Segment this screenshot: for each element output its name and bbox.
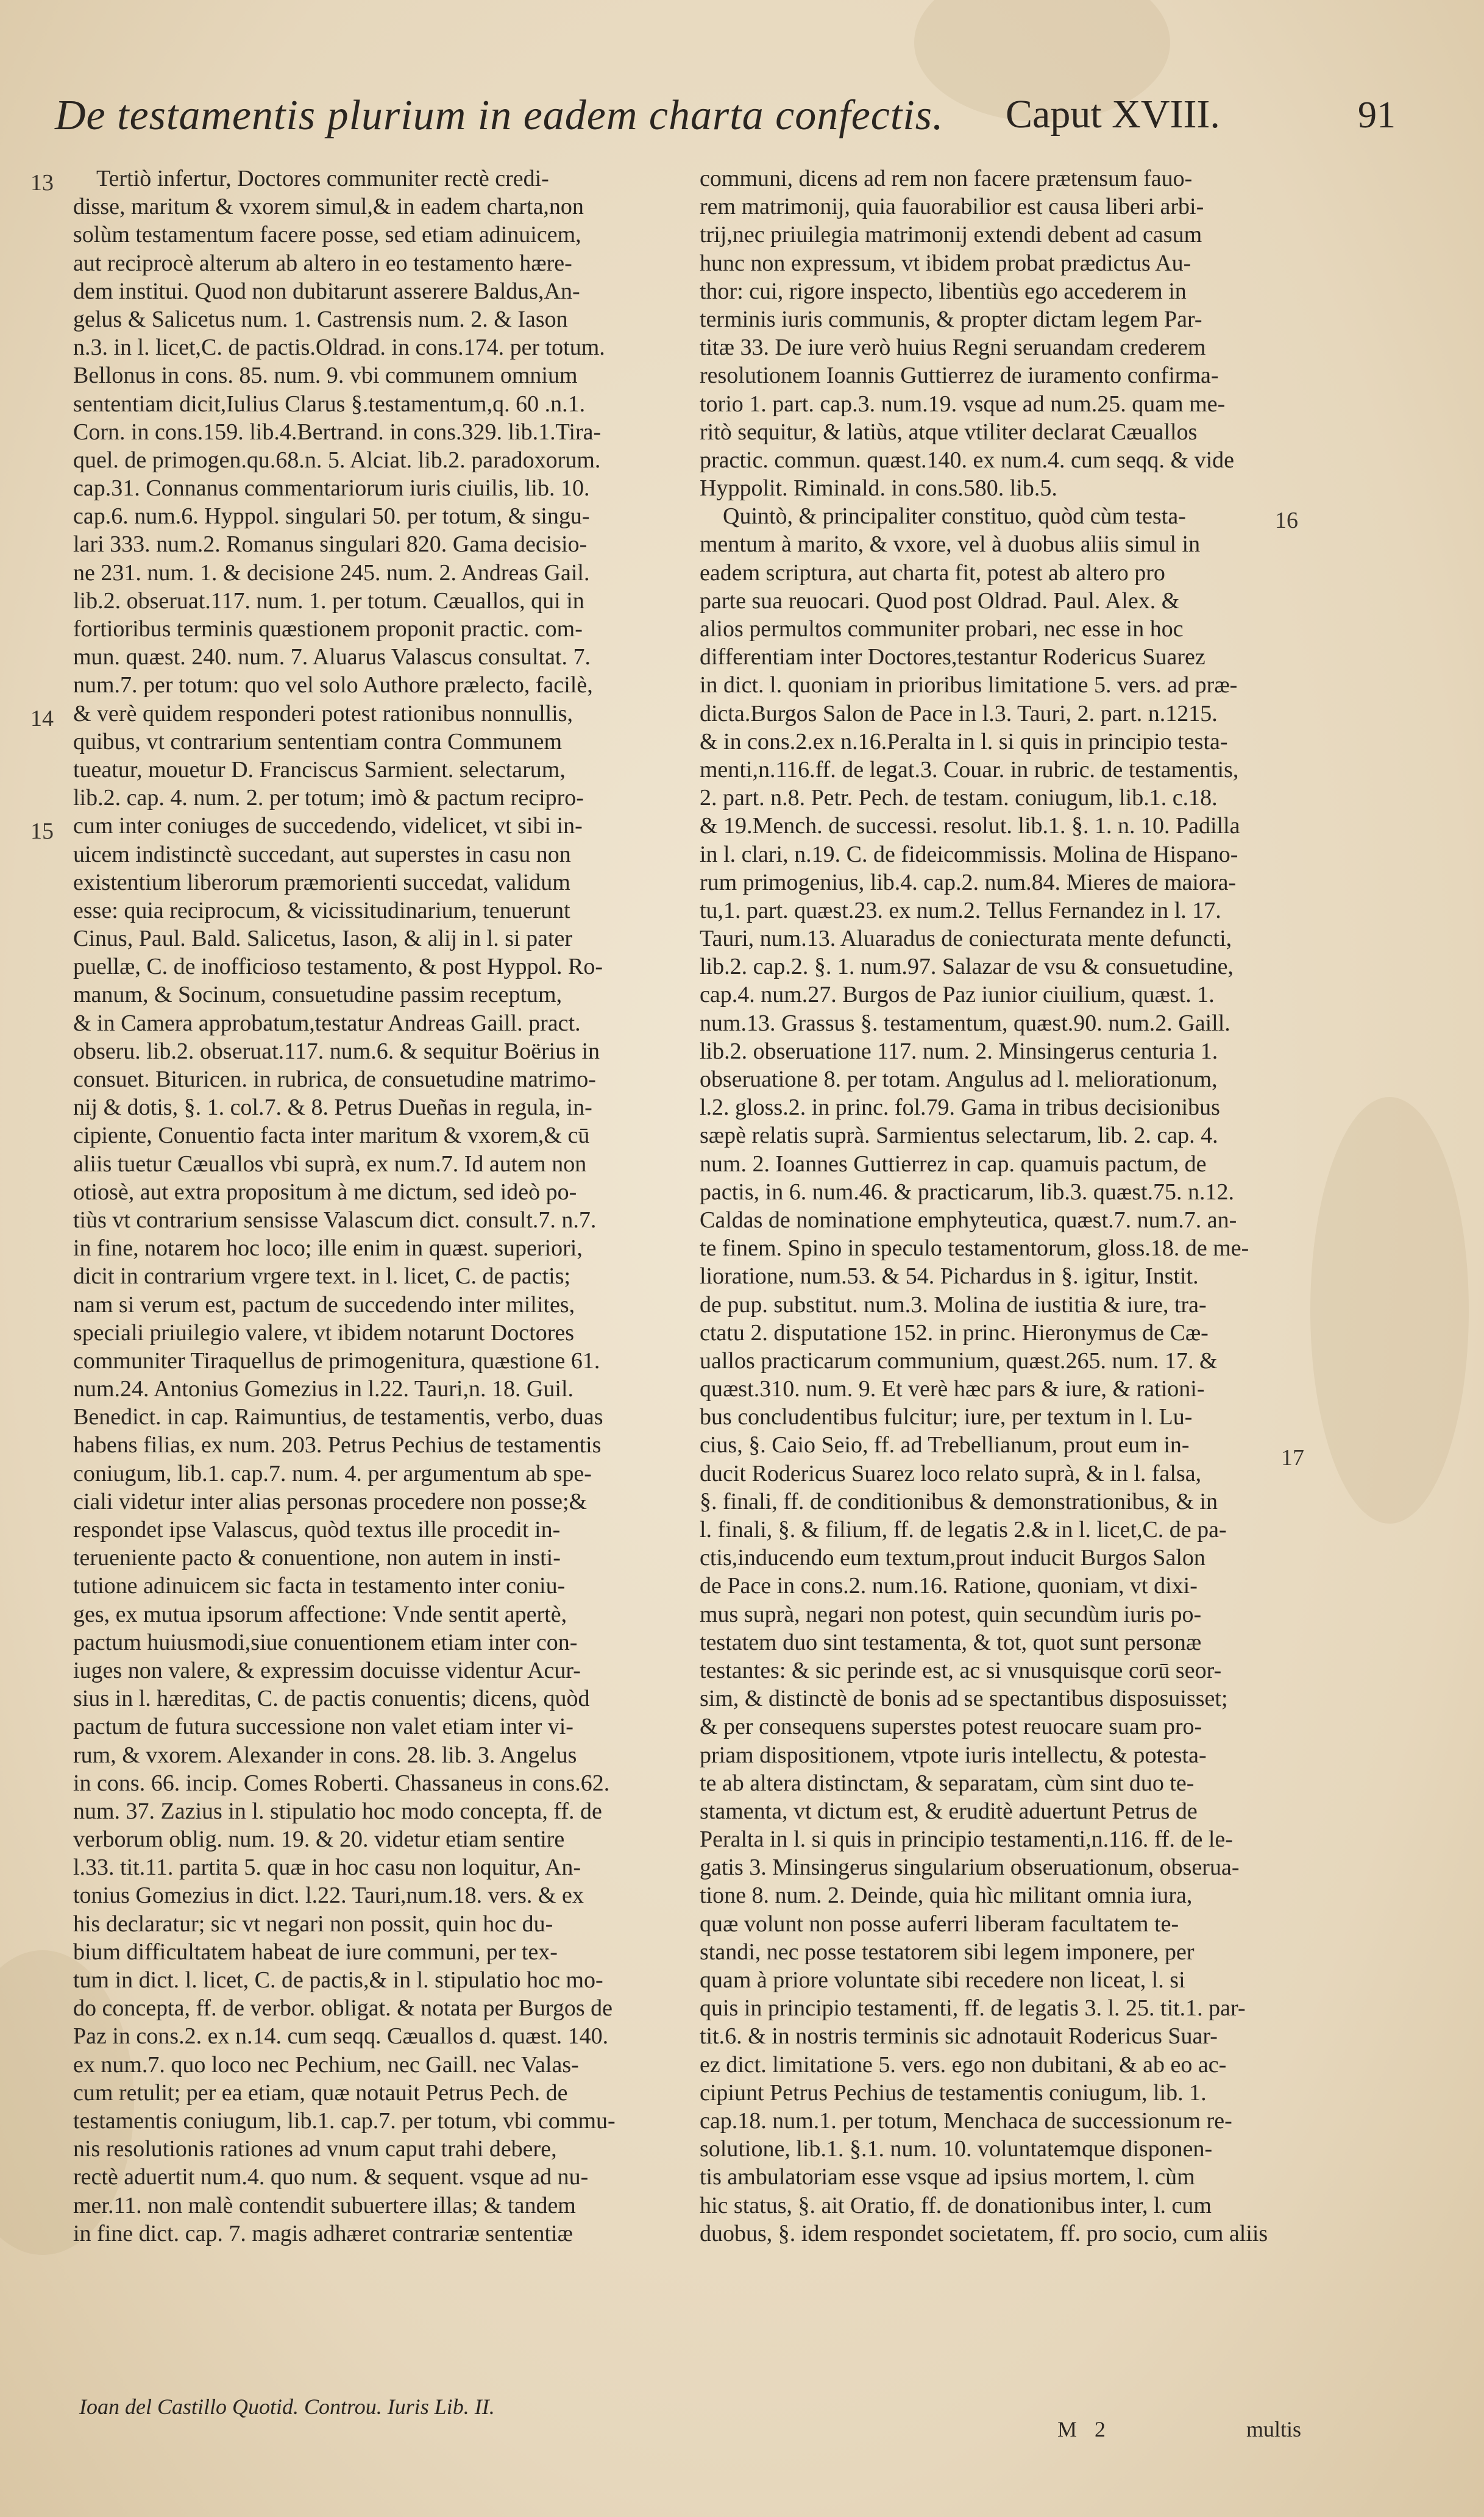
text-line: tueatur, mouetur D. Franciscus Sarmient. selectarum,: [73, 756, 566, 783]
text-line: obseru. lib.2. obseruat.117. num.6. & sequitur Boërius in: [73, 1038, 600, 1064]
running-footer: Ioan del Castillo Quotid. Controu. Iuris Lib. II.: [79, 2395, 495, 2419]
text-line: mer.11. non malè contendit subuertere illas; & tandem: [73, 2192, 576, 2218]
text-line: ctatu 2. disputatione 152. in princ. Hieronymus de Cæ-: [700, 1319, 1209, 1346]
text-line: cipiunt Petrus Pechius de testamentis coniugum, lib. 1.: [700, 2079, 1207, 2106]
text-line: lib.2. cap. 4. num. 2. per totum; imò & pactum recipro-: [73, 785, 584, 811]
chapter-heading: Caput XVIII.: [1006, 92, 1220, 137]
text-line: Cinus, Paul. Bald. Salicetus, Iason, & alij in l. si pater: [73, 926, 573, 952]
text-line: resolutionem Ioannis Guttierrez de iuramento confirma-: [700, 363, 1219, 389]
text-line: ducit Rodericus Suarez loco relato suprà, & in l. falsa,: [700, 1460, 1202, 1486]
text-line: tu,1. part. quæst.23. ex num.2. Tellus Fernandez in l. 17.: [700, 897, 1221, 923]
text-line: ex num.7. quo loco nec Pechium, nec Gaill. nec Valas-: [73, 2051, 579, 2078]
text-line: bium difficultatem habeat de iure communi, per tex-: [73, 1939, 558, 1965]
text-line: terminis iuris communis, & propter dictam legem Par-: [700, 306, 1202, 332]
text-line: & per consequens superstes potest reuocare suam pro-: [700, 1714, 1202, 1740]
text-line: & verè quidem responderi potest rationibus nonnullis,: [73, 700, 573, 726]
text-line: gelus & Salicetus num. 1. Castrensis num. 2. & Iason: [73, 306, 568, 332]
text-line: solutione, lib.1. §.1. num. 10. voluntatemque disponen-: [700, 2136, 1213, 2162]
text-line: cum inter coniuges de succedendo, videlicet, vt sibi in-: [73, 813, 583, 839]
text-line: duobus, §. idem respondet societatem, ff. pro socio, cum aliis: [700, 2220, 1268, 2246]
text-line: Corn. in cons.159. lib.4.Bertrand. in cons.329. lib.1.Tira-: [73, 419, 602, 445]
text-line: communiter Tiraquellus de primogenitura, quæstione 61.: [73, 1347, 600, 1374]
text-line: aut reciprocè alterum ab altero in eo testamento hære-: [73, 250, 572, 276]
text-line: cap.6. num.6. Hyppol. singulari 50. per totum, & singu-: [73, 503, 590, 530]
text-line: rectè aduertit num.4. quo num. & sequent. vsque ad nu-: [73, 2164, 589, 2190]
text-line: in l. clari, n.19. C. de fideicommissis. Molina de Hispano-: [700, 841, 1238, 867]
text-line: num.24. Antonius Gomezius in l.22. Tauri,n. 18. Guil.: [73, 1376, 574, 1402]
text-line: pactum huiusmodi,siue conuentionem etiam inter con-: [73, 1629, 578, 1655]
text-line: solùm testamentum facere posse, sed etiam adinuicem,: [73, 222, 581, 248]
text-line: tonius Gomezius in dict. l.22. Tauri,num.18. vers. & ex: [73, 1883, 584, 1909]
text-line: mentum à marito, & vxore, vel à duobus aliis simul in: [700, 531, 1201, 558]
text-line: quæst.310. num. 9. Et verè hæc pars & iure, & rationi-: [700, 1376, 1205, 1402]
text-line: Caldas de nominatione emphyteutica, quæst.7. num.7. an-: [700, 1207, 1237, 1233]
text-line: nij & dotis, §. 1. col.7. & 8. Petrus Dueñas in regula, in-: [73, 1095, 592, 1121]
text-line: lib.2. obseruat.117. num. 1. per totum. Cæuallos, qui in: [73, 588, 584, 614]
text-line: cap.4. num.27. Burgos de Paz iunior ciuilium, quæst. 1.: [700, 982, 1215, 1008]
right-text-column: [700, 165, 1309, 2248]
text-line: quibus, vt contrarium sententiam contra Communem: [73, 728, 563, 754]
margin-number: 13: [30, 170, 54, 196]
text-line: parte sua reuocari. Quod post Oldrad. Paul. Alex. &: [700, 588, 1180, 614]
text-line: manum, & Socinum, consuetudine passim receptum,: [73, 982, 563, 1008]
text-line: quel. de primogen.qu.68.n. 5. Alciat. lib.2. paradoxorum.: [73, 447, 601, 473]
text-line: gatis 3. Minsingerus singularium obseruationum, obserua-: [700, 1855, 1240, 1881]
text-line: aliis tuetur Cæuallos vbi suprà, ex num.7. Id autem non: [73, 1151, 587, 1177]
text-line: num.13. Grassus §. testamentum, quæst.90. num.2. Gaill.: [700, 1010, 1230, 1036]
text-line: uallos practicarum communium, quæst.265. num. 17. &: [700, 1347, 1218, 1374]
text-line: Benedict. in cap. Raimuntius, de testamentis, verbo, duas: [73, 1404, 603, 1430]
text-line: & in Camera approbatum,testatur Andreas Gaill. pract.: [73, 1010, 581, 1036]
text-line: cap.18. num.1. per totum, Menchaca de successionum re-: [700, 2107, 1232, 2134]
text-line: communi, dicens ad rem non facere prætensum fauo-: [700, 166, 1193, 191]
text-line: sius in l. hæreditas, C. de pactis conuentis; dicens, quòd: [73, 1686, 590, 1712]
text-line: hunc non expressum, vt ibidem probat prædictus Au-: [700, 250, 1191, 276]
text-line: hic status, §. ait Oratio, ff. de donationibus inter, l. cum: [700, 2192, 1212, 2218]
text-line: coniugum, lib.1. cap.7. num. 4. per argumentum ab spe-: [73, 1460, 592, 1486]
text-line: cipiente, Conuentio facta inter maritum & vxorem,& cū: [73, 1123, 590, 1149]
text-line: Peralta in l. si quis in principio testamenti,n.116. ff. de le-: [700, 1827, 1233, 1853]
text-line: ciali videtur inter alias personas procedere non posse;&: [73, 1488, 588, 1514]
text-line: fortioribus terminis quæstionem proponit practic. com-: [73, 616, 583, 642]
text-line: standi, nec posse testatorem sibi legem imponere, per: [700, 1939, 1195, 1965]
text-line: ctis,inducendo eum textum,prout inducit Burgos Salon: [700, 1545, 1205, 1571]
text-line: dicta.Burgos Salon de Pace in l.3. Tauri, 2. part. n.1215.: [700, 700, 1218, 726]
text-line: torio 1. part. cap.3. num.19. vsque ad num.25. quam me-: [700, 391, 1226, 417]
text-line: & 19.Mench. de successi. resolut. lib.1. §. 1. n. 10. Padilla: [700, 813, 1240, 839]
text-line: 2. part. n.8. Petr. Pech. de testam. coniugum, lib.1. c.18.: [700, 785, 1218, 811]
text-line: sæpè relatis suprà. Sarmientus selectarum, lib. 2. cap. 4.: [700, 1123, 1218, 1149]
signature-mark: M 2: [1057, 2417, 1112, 2441]
text-line: his declaratur; sic vt negari non possit, quin hoc du-: [73, 1911, 553, 1937]
text-line: pactum de futura successione non valet etiam inter vi-: [73, 1714, 573, 1740]
text-line: cap.31. Connanus commentariorum iuris ciuilis, lib. 10.: [73, 475, 590, 502]
text-line: num. 37. Zazius in l. stipulatio hoc modo concepta, ff. de: [73, 1798, 602, 1824]
text-line: tiùs vt contrarium sensisse Valascum dict. consult.7. n.7.: [73, 1207, 597, 1233]
text-line: cius, §. Caio Seio, ff. ad Trebellianum, prout eum in-: [700, 1432, 1190, 1458]
text-line: speciali priuilegio valere, vt ibidem notarunt Doctores: [73, 1319, 575, 1346]
text-line: quam à priore voluntate sibi recedere non liceat, l. si: [700, 1967, 1185, 1993]
text-line: tutione adinuicem sic facta in testamento inter coniu-: [73, 1573, 566, 1599]
text-line: in fine dict. cap. 7. magis adhæret contrariæ sententiæ: [73, 2220, 573, 2246]
text-line: trij,nec priuilegia matrimonij extendi debent ad casum: [700, 222, 1202, 248]
text-line: lari 333. num.2. Romanus singulari 820. Gama decisio-: [73, 531, 588, 558]
running-title: De testamentis plurium in eadem charta confectis.: [55, 92, 944, 139]
page-header: [55, 85, 1444, 158]
text-line: ritò sequitur, & latiùs, atque vtiliter declarat Cæuallos: [700, 419, 1198, 445]
left-text-column: [73, 165, 689, 2248]
text-line: nis resolutionis rationes ad vnum caput trahi debere,: [73, 2136, 557, 2162]
text-line: testatem duo sint testamenta, & tot, quot sunt personæ: [700, 1629, 1202, 1655]
text-line: iuges non valere, & expressim docuisse videntur Acur-: [73, 1657, 581, 1683]
text-line: tis ambulatoriam esse vsque ad ipsius mortem, l. cùm: [700, 2164, 1195, 2190]
text-line: lioratione, num.53. & 54. Pichardus in §. igitur, Instit.: [700, 1263, 1199, 1290]
text-line: num. 2. Ioannes Guttierrez in cap. quamuis pactum, de: [700, 1151, 1207, 1177]
text-line: menti,n.116.ff. de legat.3. Couar. in rubric. de testamentis,: [700, 756, 1239, 783]
text-line: terueniente pacto & conuentione, non autem in insti-: [73, 1545, 561, 1571]
text-line: ne 231. num. 1. & decisione 245. num. 2. Andreas Gail.: [73, 559, 590, 586]
text-line: consuet. Bituricen. in rubrica, de consuetudine matrimo-: [73, 1067, 596, 1092]
margin-number: 16: [1275, 508, 1298, 533]
text-line: Paz in cons.2. ex n.14. cum seqq. Cæuallos d. quæst. 140.: [73, 2023, 609, 2050]
text-line: eadem scriptura, aut charta fit, potest ab altero pro: [700, 559, 1165, 586]
text-line: pactis, in 6. num.46. & practicarum, lib.3. quæst.75. n.12.: [700, 1179, 1235, 1205]
text-line: lib.2. cap.2. §. 1. num.97. Salazar de vsu & consuetudine,: [700, 954, 1234, 980]
text-line: l.33. tit.11. partita 5. quæ in hoc casu non loquitur, An-: [73, 1855, 581, 1881]
text-line: mun. quæst. 240. num. 7. Aluarus Valascus consultat. 7.: [73, 644, 591, 670]
text-line: te ab altera distinctam, & separatam, cùm sint duo te-: [700, 1770, 1195, 1796]
text-line: §. finali, ff. de conditionibus & demonstrationibus, & in: [700, 1488, 1218, 1514]
text-line: uicem indistinctè succedant, aut superstes in casu non: [73, 841, 571, 867]
text-line: puellæ, C. de inofficioso testamento, & post Hyppol. Ro-: [73, 954, 603, 980]
text-line: sententiam dicit,Iulius Clarus §.testamentum,q. 60 .n.1.: [73, 391, 586, 417]
text-line: nam si verum est, pactum de succedendo inter milites,: [73, 1291, 575, 1318]
text-line: practic. commun. quæst.140. ex num.4. cum seqq. & vide: [700, 447, 1235, 473]
text-line: l. finali, §. & filium, ff. de legatis 2.& in l. licet,C. de pa-: [700, 1517, 1227, 1543]
text-line: de Pace in cons.2. num.16. Ratione, quoniam, vt dixi-: [700, 1573, 1198, 1599]
text-line: esse: quia reciprocum, & vicissitudinarium, tenuerunt: [73, 897, 570, 923]
text-line: cum retulit; per ea etiam, quæ notauit Petrus Pech. de: [73, 2079, 568, 2106]
text-line: Hyppolit. Riminald. in cons.580. lib.5.: [700, 475, 1057, 502]
text-line: differentiam inter Doctores,testantur Rodericus Suarez: [700, 644, 1205, 670]
text-line: ges, ex mutua ipsorum affectione: Vnde sentit apertè,: [73, 1601, 567, 1627]
text-line: te finem. Spino in speculo testamentorum, gloss.18. de me-: [700, 1235, 1249, 1262]
text-line: quæ volunt non posse auferri liberam facultatem te-: [700, 1911, 1179, 1937]
text-line: in fine, notarem hoc loco; ille enim in quæst. superiori,: [73, 1235, 583, 1262]
text-line: respondet ipse Valascus, quòd textus ille procedit in-: [73, 1517, 561, 1543]
text-line: stamenta, vt dictum est, & eruditè aduertunt Petrus de: [700, 1798, 1198, 1824]
text-line: l.2. gloss.2. in princ. fol.79. Gama in tribus decisionibus: [700, 1095, 1220, 1121]
text-line: obseruatione 8. per totam. Angulus ad l. meliorationum,: [700, 1067, 1218, 1092]
text-line: Tauri, num.13. Aluaradus de coniecturata mente defuncti,: [700, 926, 1232, 952]
text-line: mus suprà, negari non potest, quin secundùm iuris po-: [700, 1601, 1202, 1627]
page-number: 91: [1358, 94, 1396, 136]
text-line: testamentis coniugum, lib.1. cap.7. per totum, vbi commu-: [73, 2107, 616, 2134]
text-line: titæ 33. De iure verò huius Regni seruandam crederem: [700, 335, 1206, 361]
text-line: quis in principio testamenti, ff. de legatis 3. l. 25. tit.1. par-: [700, 1995, 1246, 2022]
text-line: ez dict. limitatione 5. vers. ego non dubitani, & ab eo ac-: [700, 2051, 1227, 2078]
text-line: Quintò, & principaliter constituo, quòd cùm testa-: [723, 503, 1186, 530]
text-line: thor: cui, rigore inspecto, libentiùs ego accederem in: [700, 278, 1187, 304]
text-line: tit.6. & in nostris terminis sic adnotauit Rodericus Suar-: [700, 2023, 1218, 2050]
margin-number: 15: [30, 818, 54, 844]
text-line: rem matrimonij, quia fauorabilior est causa liberi arbi-: [700, 194, 1204, 220]
text-line: in dict. l. quoniam in prioribus limitatione 5. vers. ad præ-: [700, 672, 1238, 698]
text-line: existentium liberorum præmorienti succedat, validum: [73, 869, 570, 895]
text-line: do concepta, ff. de verbor. obligat. & notata per Burgos de: [73, 1995, 613, 2022]
text-line: verborum oblig. num. 19. & 20. videtur etiam sentire: [73, 1827, 565, 1853]
text-line: alios permultos communiter probari, nec esse in hoc: [700, 616, 1184, 642]
text-line: num.7. per totum: quo vel solo Authore prælecto, facilè,: [73, 672, 593, 698]
text-line: in cons. 66. incip. Comes Roberti. Chassaneus in cons.62.: [73, 1770, 610, 1796]
text-line: otiosè, aut extra propositum à me dictum, sed ideò po-: [73, 1179, 577, 1205]
text-line: dicit in contrarium vrgere text. in l. licet, C. de pactis;: [73, 1263, 571, 1290]
text-line: & in cons.2.ex n.16.Peralta in l. si quis in principio testa-: [700, 728, 1228, 754]
text-line: n.3. in l. licet,C. de pactis.Oldrad. in cons.174. per totum.: [73, 335, 605, 361]
paper-stain: [1310, 1097, 1469, 1524]
text-line: Bellonus in cons. 85. num. 9. vbi communem omnium: [73, 363, 578, 389]
catchword: multis: [1246, 2417, 1302, 2441]
text-line: Tertiò infertur, Doctores communiter rectè credi-: [96, 166, 549, 191]
text-line: bus concludentibus fulcitur; iure, per textum in l. Lu-: [700, 1404, 1193, 1430]
text-line: priam dispositionem, vtpote iuris intellectu, & potesta-: [700, 1742, 1207, 1768]
text-line: tione 8. num. 2. Deinde, quia hìc militant omnia iura,: [700, 1883, 1193, 1909]
text-line: testantes: & sic perinde est, ac si vnusquisque corū seor-: [700, 1657, 1222, 1683]
text-line: disse, maritum & vxorem simul,& in eadem charta,non: [73, 194, 584, 220]
text-line: habens filias, ex num. 203. Petrus Pechius de testamentis: [73, 1432, 602, 1458]
text-line: tum in dict. l. licet, C. de pactis,& in l. stipulatio hoc mo-: [73, 1967, 603, 1993]
text-line: rum primogenius, lib.4. cap.2. num.84. Mieres de maiora-: [700, 869, 1237, 895]
text-line: dem institui. Quod non dubitarunt asserere Baldus,An-: [73, 278, 580, 304]
text-line: lib.2. obseruatione 117. num. 2. Minsingerus centuria 1.: [700, 1038, 1218, 1064]
text-line: de pup. substitut. num.3. Molina de iustitia & iure, tra-: [700, 1291, 1207, 1318]
text-line: rum, & vxorem. Alexander in cons. 28. lib. 3. Angelus: [73, 1742, 577, 1768]
text-line: sim, & distinctè de bonis ad se spectantibus disposuisset;: [700, 1686, 1228, 1712]
margin-number: 14: [30, 706, 54, 731]
margin-number: 17: [1281, 1445, 1304, 1471]
